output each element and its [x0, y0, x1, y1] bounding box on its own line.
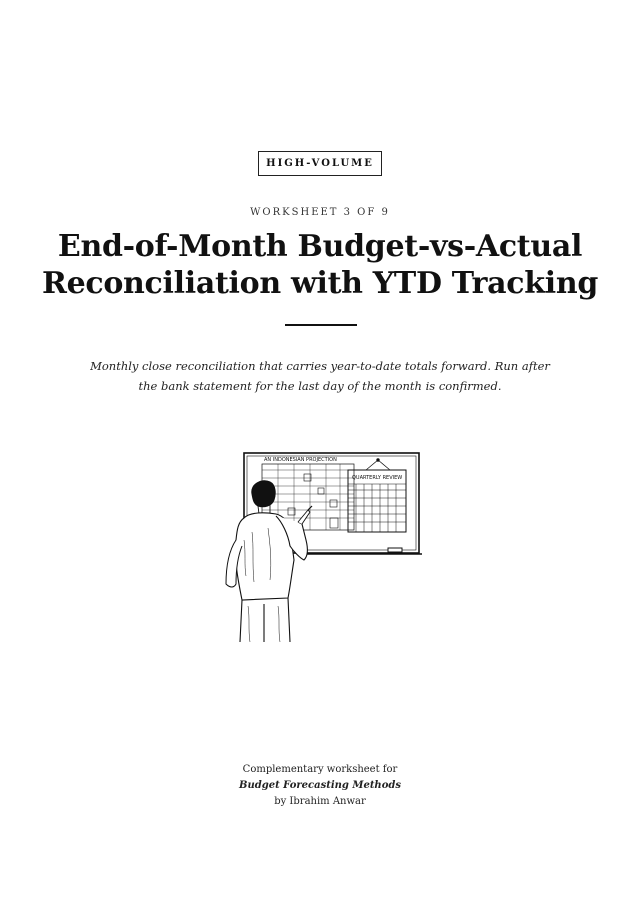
- footer-intro: Complementary worksheet for: [242, 764, 398, 775]
- page-title: End-of-Month Budget-vs-Actual Reconciliation with YTD Tracking: [41, 229, 599, 301]
- footer-credit: [0, 762, 640, 810]
- footer-author: by Ibrahim Anwar: [274, 796, 366, 807]
- worksheet-counter: WORKSHEET 3 OF 9: [250, 207, 390, 218]
- title-divider: [285, 324, 357, 326]
- category-badge: HIGH-VOLUME: [258, 151, 382, 176]
- worksheet-description: Monthly close reconciliation that carries year-to-date totals forward. Run after the bank statement for the last day of the month is confirmed.: [90, 358, 550, 393]
- board-right-label: QUARTERLY REVIEW: [352, 475, 403, 481]
- whiteboard-illustration: [218, 448, 430, 644]
- board-left-label: AN INDONESIAN PROJECTION: [264, 457, 337, 463]
- footer-book-title: Budget Forecasting Methods: [239, 780, 401, 791]
